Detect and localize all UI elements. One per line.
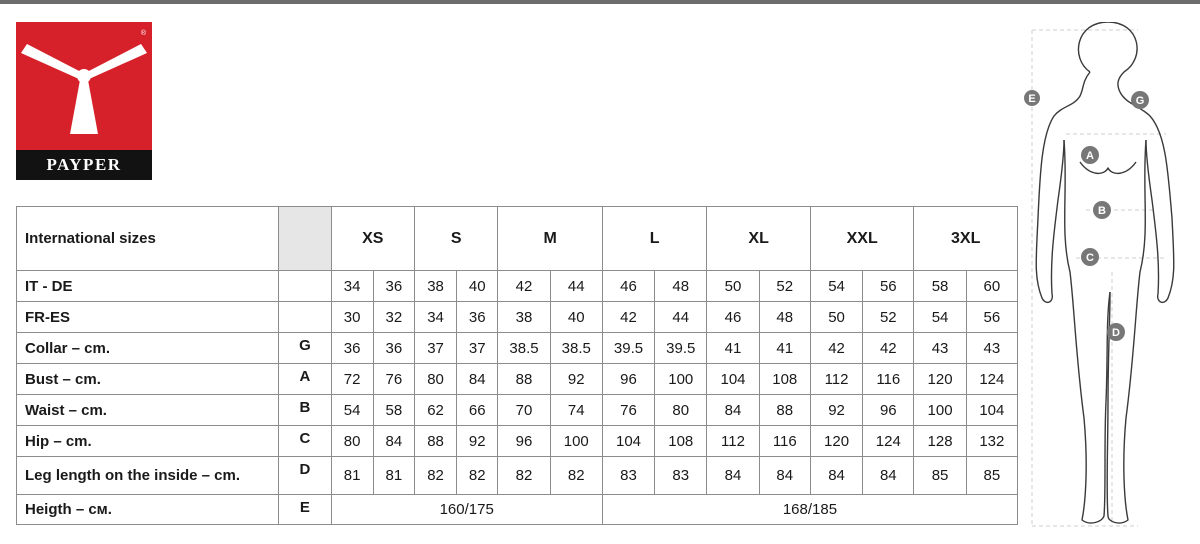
size-value: 56	[863, 271, 914, 302]
size-value: 84	[373, 426, 414, 457]
size-value: 54	[331, 395, 373, 426]
size-value: 36	[457, 302, 498, 333]
size-value: 37	[414, 333, 456, 364]
table-row	[17, 364, 1018, 395]
size-value: 83	[602, 457, 654, 495]
measure-code	[279, 302, 331, 333]
size-value: 112	[707, 426, 759, 457]
size-value: 58	[373, 395, 414, 426]
size-value: 100	[550, 426, 602, 457]
size-value: 96	[863, 395, 914, 426]
svg-text:C: C	[1086, 252, 1094, 264]
table-row	[17, 333, 1018, 364]
top-border	[0, 0, 1200, 4]
size-value: 82	[498, 457, 550, 495]
table-row	[17, 271, 1018, 302]
size-value: 40	[550, 302, 602, 333]
size-value: 85	[914, 457, 966, 495]
size-value: 54	[914, 302, 966, 333]
size-value: 108	[655, 426, 707, 457]
size-value: 44	[655, 302, 707, 333]
size-value: 84	[759, 457, 810, 495]
height-row	[17, 495, 1018, 525]
size-value: 36	[373, 333, 414, 364]
size-value: 120	[810, 426, 862, 457]
brand-name: PAYPER	[16, 150, 152, 180]
size-value: 48	[759, 302, 810, 333]
svg-text:A: A	[1086, 150, 1094, 162]
size-value: 42	[602, 302, 654, 333]
size-value: 48	[655, 271, 707, 302]
header-row	[17, 207, 1018, 271]
size-value: 38	[498, 302, 550, 333]
size-value: 92	[810, 395, 862, 426]
size-value: 112	[810, 364, 862, 395]
size-group-header: 3XL	[914, 207, 1018, 271]
size-value: 104	[707, 364, 759, 395]
size-value: 36	[373, 271, 414, 302]
size-value: 82	[414, 457, 456, 495]
size-value: 44	[550, 271, 602, 302]
size-value: 84	[457, 364, 498, 395]
table-row	[17, 426, 1018, 457]
size-chart-table	[16, 206, 1018, 525]
svg-text:B: B	[1098, 205, 1106, 217]
size-value: 60	[966, 271, 1017, 302]
size-group-header: L	[602, 207, 707, 271]
measure-code: B	[279, 395, 331, 426]
size-value: 85	[966, 457, 1017, 495]
size-value: 36	[331, 333, 373, 364]
size-value: 58	[914, 271, 966, 302]
size-value: 88	[414, 426, 456, 457]
size-value: 96	[498, 426, 550, 457]
svg-text:G: G	[1135, 95, 1145, 107]
row-label: Heigth – см.	[17, 495, 279, 525]
measure-code: D	[279, 457, 331, 495]
size-value: 108	[759, 364, 810, 395]
size-value: 42	[810, 333, 862, 364]
size-value: 38.5	[498, 333, 550, 364]
size-value: 124	[966, 364, 1017, 395]
size-value: 84	[810, 457, 862, 495]
marker-e	[1024, 90, 1040, 106]
size-value: 80	[414, 364, 456, 395]
size-value: 43	[966, 333, 1017, 364]
svg-text:E: E	[1028, 93, 1036, 105]
size-value: 46	[707, 302, 759, 333]
marker-b	[1093, 201, 1111, 219]
size-value: 100	[914, 395, 966, 426]
size-group-header: S	[414, 207, 497, 271]
size-value: 120	[914, 364, 966, 395]
size-value: 72	[331, 364, 373, 395]
size-group-header: XS	[331, 207, 414, 271]
row-label: Hip – cm.	[17, 426, 279, 457]
size-value: 84	[707, 395, 759, 426]
marker-a	[1081, 146, 1099, 164]
measure-code: G	[279, 333, 331, 364]
size-value: 40	[457, 271, 498, 302]
size-value: 104	[602, 426, 654, 457]
size-group-header: M	[498, 207, 603, 271]
registered-mark: ®	[140, 30, 146, 37]
size-value: 82	[457, 457, 498, 495]
size-value: 124	[863, 426, 914, 457]
size-value: 81	[373, 457, 414, 495]
size-value: 41	[759, 333, 810, 364]
row-label: Leg length on the inside – cm.	[17, 457, 279, 495]
size-value: 52	[863, 302, 914, 333]
size-value: 38.5	[550, 333, 602, 364]
marker-c	[1081, 248, 1099, 266]
size-value: 50	[810, 302, 862, 333]
row-label: IT - DE	[17, 271, 279, 302]
size-value: 54	[810, 271, 862, 302]
row-label: FR-ES	[17, 302, 279, 333]
size-value: 34	[414, 302, 456, 333]
size-value: 46	[602, 271, 654, 302]
size-value: 39.5	[602, 333, 654, 364]
height-range: 168/185	[602, 495, 1017, 525]
row-label: Bust – cm.	[17, 364, 279, 395]
size-group-header: XL	[707, 207, 811, 271]
body-silhouette	[1020, 22, 1200, 532]
size-value: 76	[602, 395, 654, 426]
size-value: 80	[655, 395, 707, 426]
size-value: 41	[707, 333, 759, 364]
row-label: Waist – cm.	[17, 395, 279, 426]
measure-code	[279, 271, 331, 302]
size-value: 128	[914, 426, 966, 457]
size-value: 100	[655, 364, 707, 395]
size-value: 50	[707, 271, 759, 302]
size-value: 56	[966, 302, 1017, 333]
size-value: 82	[550, 457, 602, 495]
propeller-icon	[16, 22, 152, 150]
size-value: 96	[602, 364, 654, 395]
size-value: 42	[498, 271, 550, 302]
size-value: 104	[966, 395, 1017, 426]
size-value: 70	[498, 395, 550, 426]
marker-d	[1107, 323, 1125, 341]
height-range: 160/175	[331, 495, 602, 525]
measure-code: E	[279, 495, 331, 525]
svg-text:D: D	[1112, 327, 1120, 339]
size-value: 43	[914, 333, 966, 364]
size-value: 84	[707, 457, 759, 495]
size-value: 88	[498, 364, 550, 395]
size-value: 92	[550, 364, 602, 395]
table-row	[17, 457, 1018, 495]
size-value: 37	[457, 333, 498, 364]
size-value: 42	[863, 333, 914, 364]
size-group-header: XXL	[810, 207, 914, 271]
measure-code: A	[279, 364, 331, 395]
row-label: Collar – cm.	[17, 333, 279, 364]
size-value: 32	[373, 302, 414, 333]
size-value: 83	[655, 457, 707, 495]
size-value: 80	[331, 426, 373, 457]
size-value: 39.5	[655, 333, 707, 364]
size-value: 81	[331, 457, 373, 495]
size-value: 74	[550, 395, 602, 426]
header-label: International sizes	[17, 207, 279, 271]
size-value: 38	[414, 271, 456, 302]
size-value: 66	[457, 395, 498, 426]
size-value: 88	[759, 395, 810, 426]
size-value: 116	[863, 364, 914, 395]
table-row	[17, 302, 1018, 333]
size-value: 30	[331, 302, 373, 333]
table-row	[17, 395, 1018, 426]
size-value: 116	[759, 426, 810, 457]
header-code-cell	[279, 207, 331, 271]
size-value: 62	[414, 395, 456, 426]
size-value: 76	[373, 364, 414, 395]
marker-g	[1131, 91, 1149, 109]
measure-code: C	[279, 426, 331, 457]
size-value: 92	[457, 426, 498, 457]
size-value: 132	[966, 426, 1017, 457]
size-value: 84	[863, 457, 914, 495]
payper-logo	[16, 22, 152, 180]
size-value: 52	[759, 271, 810, 302]
size-value: 34	[331, 271, 373, 302]
